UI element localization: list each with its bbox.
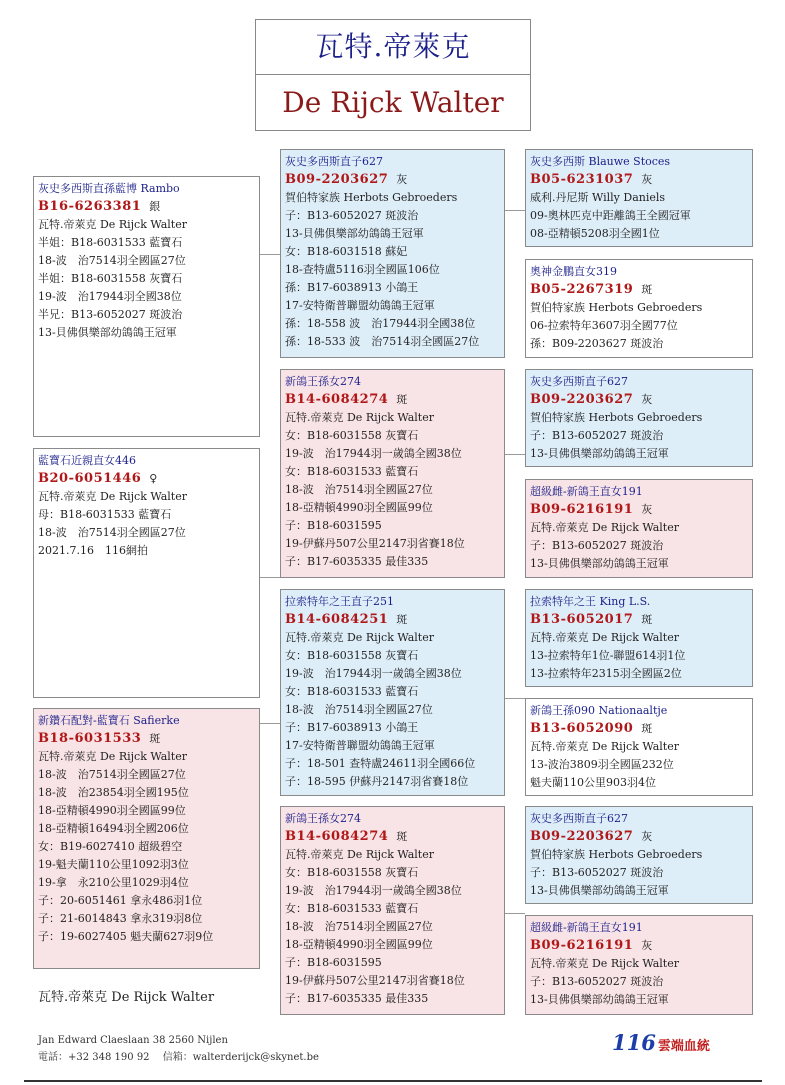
info-line: 18-亞精頓16494羽全國206位 <box>38 822 189 835</box>
pedigree-box-ds <box>525 369 753 467</box>
info-line: 19-伊蘇丹507公里2147羽省賽18位 <box>285 537 465 550</box>
info-line: 19-波 治17944羽全國38位 <box>38 290 182 303</box>
info-line: 子：19-6027405 魁夫蘭627羽9位 <box>38 930 214 943</box>
info-line: 賀伯特家族 Herbots Gebroeders <box>530 301 703 314</box>
info-line: 子：B17-6038913 小鴿王 <box>285 721 419 734</box>
info-line: 瓦特.帝萊克 De Rijck Walter <box>38 490 187 503</box>
info-line: 2021.7.16 116網拍 <box>38 544 148 557</box>
footer-address: Jan Edward Claeslaan 38 2560 Nijlen <box>38 1035 228 1046</box>
info-line: 威利.丹尼斯 Willy Daniels <box>530 191 666 204</box>
ring-number: B05-2267319 <box>530 282 634 297</box>
pigeon-title: 灰史多西斯直孫藍博 Rambo <box>38 182 180 195</box>
pedigree-box-dam2 <box>33 708 260 969</box>
pigeon-color: 灰 <box>641 173 653 186</box>
ring-number: B09-6216191 <box>530 938 634 953</box>
logo-number: 116 <box>612 1030 656 1055</box>
ring-number: B13-6052017 <box>530 612 634 627</box>
pedigree-box-ss <box>525 149 753 247</box>
info-line: 女：B18-6031558 灰寶石 <box>285 429 419 442</box>
ring-number: B18-6031533 <box>38 731 142 746</box>
info-line: 19-伊蘇丹507公里2147羽省賽18位 <box>285 974 465 987</box>
info-line: 賀伯特家族 Herbots Gebroeders <box>285 191 458 204</box>
info-line: 19-波 治17944羽一歲鴿全國38位 <box>285 447 462 460</box>
info-line: 13-波治3809羽全國區232位 <box>530 758 674 771</box>
info-line: 18-亞精頓4990羽全國區99位 <box>38 804 186 817</box>
footer <box>38 1032 319 1066</box>
title-box <box>255 19 531 131</box>
info-line: 女：B18-6031533 藍寶石 <box>285 465 419 478</box>
info-line: 孫：18-533 波 治7514羽全國區27位 <box>285 335 480 348</box>
info-line: 瓦特.帝萊克 De Rijck Walter <box>530 631 679 644</box>
info-line: 子：B13-6052027 斑波治 <box>530 539 664 552</box>
footer-contact: 電話：+32 348 190 92 信箱：walterderijck@skynet.be <box>38 1052 319 1063</box>
pigeon-title: 灰史多西斯直子627 <box>530 375 628 388</box>
info-line: 06-拉索特年3607羽全國77位 <box>530 319 678 332</box>
info-line: 18-波 治7514羽全國區27位 <box>285 483 433 496</box>
info-line: 子：B17-6035335 最佳335 <box>285 992 429 1005</box>
info-line: 瓦特.帝萊克 De Rijck Walter <box>285 411 434 424</box>
info-line: 18-波 治7514羽全國區27位 <box>285 703 433 716</box>
info-line: 18-亞精頓4990羽全國區99位 <box>285 501 433 514</box>
info-line: 19-魁夫蘭110公里1092羽3位 <box>38 858 189 871</box>
pigeon-color: 斑 <box>396 830 408 843</box>
info-line: 瓦特.帝萊克 De Rijck Walter <box>38 750 187 763</box>
connector-line <box>260 723 280 724</box>
info-line: 瓦特.帝萊克 De Rijck Walter <box>530 521 679 534</box>
pigeon-color: 灰 <box>641 393 653 406</box>
pigeon-sex: ♀ <box>149 472 158 485</box>
pigeon-color: 斑 <box>396 393 408 406</box>
pedigree-box-dams <box>280 806 505 1015</box>
pigeon-color: 斑 <box>396 613 408 626</box>
info-line: 子：B18-6031595 <box>285 956 382 969</box>
pigeon-title: 拉索特年之王直子251 <box>285 595 394 608</box>
info-line: 13-貝佛俱樂部幼鴿鴿王冠軍 <box>38 326 177 339</box>
ring-number: B14-6084251 <box>285 612 389 627</box>
pedigree-box-dss <box>525 806 753 904</box>
info-line: 子：18-501 查特盧24611羽全國66位 <box>285 757 476 770</box>
info-line: 孫：18-558 波 治17944羽全國38位 <box>285 317 476 330</box>
pedigree-box-dam <box>280 369 505 578</box>
owner-signature: 瓦特.帝萊克 De Rijck Walter <box>38 990 215 1005</box>
connector-line <box>505 698 525 699</box>
ring-number: B14-6084274 <box>285 392 389 407</box>
info-line: 18-波 治7514羽全國區27位 <box>38 526 186 539</box>
info-line: 18-查特盧5116羽全國區106位 <box>285 263 440 276</box>
info-line: 17-安特衛普聯盟幼鴿鴿王冠軍 <box>285 739 435 752</box>
info-line: 13-貝佛俱樂部幼鴿鴿王冠軍 <box>530 993 669 1006</box>
info-line: 女：B18-6031533 藍寶石 <box>285 902 419 915</box>
info-line: 18-波 治7514羽全國區27位 <box>38 768 186 781</box>
info-line: 子：21-6014843 拿永319羽8位 <box>38 912 203 925</box>
info-line: 孫：B17-6038913 小鴿王 <box>285 281 419 294</box>
ring-number: B20-6051446 <box>38 471 142 486</box>
info-line: 半姐：B18-6031533 藍寶石 <box>38 236 183 249</box>
brand-logo <box>612 1030 710 1054</box>
pigeon-color: 斑 <box>149 732 161 745</box>
info-line: 半兄：B13-6052027 斑波治 <box>38 308 183 321</box>
info-line: 13-貝佛俱樂部幼鴿鴿王冠軍 <box>530 884 669 897</box>
info-line: 19-拿 永210公里1029羽4位 <box>38 876 189 889</box>
pedigree-box-sire2 <box>280 589 505 796</box>
pigeon-title: 超級雌-新鴿王直女191 <box>530 485 643 498</box>
info-line: 女：B18-6031533 藍寶石 <box>285 685 419 698</box>
pedigree-box-sd <box>525 259 753 358</box>
pedigree-box-sire <box>280 149 505 358</box>
info-line: 瓦特.帝萊克 De Rijck Walter <box>38 218 187 231</box>
connector-line <box>260 254 280 255</box>
info-line: 母：B18-6031533 藍寶石 <box>38 508 172 521</box>
info-line: 子：B13-6052027 斑波治 <box>530 975 664 988</box>
pigeon-title: 灰史多西斯直子627 <box>285 155 383 168</box>
info-line: 子：B13-6052027 斑波治 <box>530 429 664 442</box>
pigeon-title: 新鴿王孫女274 <box>285 812 361 825</box>
pigeon-color: 灰 <box>641 939 653 952</box>
info-line: 半姐：B18-6031558 灰寶石 <box>38 272 183 285</box>
info-line: 18-亞精頓4990羽全國區99位 <box>285 938 433 951</box>
info-line: 女：B18-6031558 灰寶石 <box>285 866 419 879</box>
info-line: 18-波 治7514羽全國區27位 <box>285 920 433 933</box>
info-line: 子：B13-6052027 斑波治 <box>285 209 419 222</box>
info-line: 13-貝佛俱樂部幼鴿鴿王冠軍 <box>530 557 669 570</box>
info-line: 賀伯特家族 Herbots Gebroeders <box>530 848 703 861</box>
info-line: 子：18-595 伊蘇丹2147羽省賽18位 <box>285 775 469 788</box>
pedigree-box-ss2 <box>525 589 753 687</box>
pigeon-title: 灰史多西斯 Blauwe Stoces <box>530 155 671 168</box>
ring-number: B16-6263381 <box>38 199 142 214</box>
ring-number: B09-6216191 <box>530 502 634 517</box>
pigeon-title: 拉索特年之王 King L.S. <box>530 595 651 608</box>
pigeon-title: 奧神金鵬直女319 <box>530 265 617 278</box>
ring-number: B09-2203627 <box>285 172 389 187</box>
info-line: 子：B13-6052027 斑波治 <box>530 866 664 879</box>
info-line: 18-波 治7514羽全國區27位 <box>38 254 186 267</box>
pedigree-box-sd2 <box>525 698 753 796</box>
logo-text: 雲端血統 <box>657 1039 710 1054</box>
pigeon-color: 灰 <box>641 830 653 843</box>
pigeon-title: 新鴿王孫女274 <box>285 375 361 388</box>
pigeon-title: 超級雌-新鴿王直女191 <box>530 921 643 934</box>
info-line: 瓦特.帝萊克 De Rijck Walter <box>285 848 434 861</box>
ring-number: B09-2203627 <box>530 829 634 844</box>
owner-name-chinese: 瓦特.帝萊克 <box>256 20 530 75</box>
connector-line <box>260 577 280 578</box>
info-line: 09-奧林匹克中距離鴿王全國冠軍 <box>530 209 691 222</box>
ring-number: B05-6231037 <box>530 172 634 187</box>
pedigree-box-subject <box>33 176 260 437</box>
pigeon-title: 藍寶石近親直女446 <box>38 454 136 467</box>
ring-number: B13-6052090 <box>530 721 634 736</box>
info-line: 孫：B09-2203627 斑波治 <box>530 337 664 350</box>
owner-name-english: De Rijck Walter <box>282 86 504 119</box>
pigeon-title: 新鴿王孫090 Nationaaltje <box>530 704 668 717</box>
info-line: 子：20-6051461 拿永486羽1位 <box>38 894 203 907</box>
info-line: 13-貝佛俱樂部幼鴿鴿王冠軍 <box>530 447 669 460</box>
info-line: 賀伯特家族 Herbots Gebroeders <box>530 411 703 424</box>
pigeon-title: 灰史多西斯直子627 <box>530 812 628 825</box>
info-line: 13-貝佛俱樂部幼鴿鴿王冠軍 <box>285 227 424 240</box>
ring-number: B09-2203627 <box>530 392 634 407</box>
pedigree-box-dd <box>525 479 753 578</box>
info-line: 08-亞精頓5208羽全國1位 <box>530 227 660 240</box>
info-line: 瓦特.帝萊克 De Rijck Walter <box>530 740 679 753</box>
connector-line <box>505 210 525 211</box>
pedigree-box-dsd <box>525 915 753 1015</box>
ring-number: B14-6084274 <box>285 829 389 844</box>
pigeon-color: 斑 <box>641 722 653 735</box>
info-line: 13-拉索特年2315羽全國區2位 <box>530 667 682 680</box>
info-line: 瓦特.帝萊克 De Rijck Walter <box>530 957 679 970</box>
info-line: 19-波 治17944羽一歲鴿全國38位 <box>285 667 462 680</box>
pigeon-color: 灰 <box>396 173 408 186</box>
info-line: 13-拉索特年1位-聯盟614羽1位 <box>530 649 686 662</box>
info-line: 18-波 治23854羽全國195位 <box>38 786 189 799</box>
bottom-divider <box>24 1080 762 1082</box>
info-line: 女：B18-6031558 灰寶石 <box>285 649 419 662</box>
pigeon-title: 新鑽石配對-藍寶石 Safierke <box>38 714 180 727</box>
info-line: 19-波 治17944羽一歲鴿全國38位 <box>285 884 462 897</box>
pedigree-box-subject2 <box>33 448 260 698</box>
info-line: 子：B17-6035335 最佳335 <box>285 555 429 568</box>
info-line: 女：B19-6027410 超級碧空 <box>38 840 183 853</box>
pigeon-color: 斑 <box>641 613 653 626</box>
connector-line <box>505 454 525 455</box>
info-line: 魁夫蘭110公里903羽4位 <box>530 776 656 789</box>
pigeon-color: 斑 <box>641 283 653 296</box>
info-line: 女：B18-6031518 蘇妃 <box>285 245 408 258</box>
info-line: 17-安特衛普聯盟幼鴿鴿王冠軍 <box>285 299 435 312</box>
pigeon-color: 灰 <box>641 503 653 516</box>
info-line: 瓦特.帝萊克 De Rijck Walter <box>285 631 434 644</box>
info-line: 子：B18-6031595 <box>285 519 382 532</box>
pigeon-color: 銀 <box>149 200 161 213</box>
connector-line <box>505 913 525 914</box>
